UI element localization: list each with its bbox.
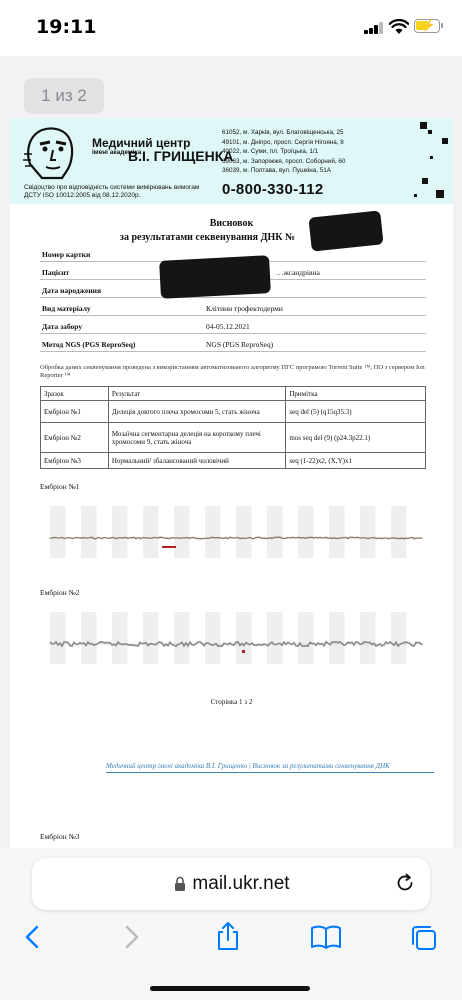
report-subtitle: за результатами секвенування ДНК №	[119, 232, 296, 243]
browser-toolbar	[0, 848, 462, 1000]
letterhead	[10, 118, 453, 204]
reload-icon[interactable]	[394, 872, 416, 894]
tabs-icon[interactable]	[410, 924, 438, 952]
wifi-icon	[389, 19, 409, 35]
embryo-2-label: Ембріон №2	[40, 588, 80, 597]
back-icon[interactable]	[22, 924, 44, 950]
home-indicator	[150, 986, 310, 991]
center-subtitle: імені академіка	[92, 149, 142, 156]
addresses: 61052, м. Харків, вул. Благовіщенська, 25 49101, м. Дніпро, просп. Сергія Нігояна, 8 40022, м. Суми, пл. Троїцька, 1/1 69063, м. Запоріжжя, просп. Соборний, 60 36039, м. Полтава, вул. Пушкіна, 51А	[222, 129, 346, 175]
embryo-1-label: Ембріон №1	[40, 482, 80, 491]
founder-portrait-logo	[22, 124, 82, 180]
battery-icon: ⚡	[414, 19, 440, 33]
results-table	[40, 386, 426, 469]
pdf-page-1	[10, 118, 453, 780]
share-icon[interactable]	[214, 920, 242, 952]
status-bar	[0, 0, 462, 56]
center-name: Медичний центр	[92, 136, 191, 150]
cellular-signal-icon	[364, 22, 384, 34]
info-row-birthdate: Дата народження	[40, 282, 426, 298]
bookmarks-icon[interactable]	[310, 924, 342, 950]
info-row-card: Номер картки	[40, 246, 426, 262]
info-row-date: Дата забору 04-05.12.2021	[40, 318, 426, 334]
hotline-phone: 0-800-330-112	[222, 181, 324, 198]
certificate-text: Свідоцтво про відповідність системи вимірювань вимогам ДСТУ ISO 10012:2005 від 08.12.2020р.	[24, 184, 200, 199]
table-row: Ембріон №1 Делеція довгого плеча хромосоми 5, стать жіноча seq del (5) (q15q35.3)	[41, 401, 426, 423]
embryo-2-cnv-plot	[40, 606, 432, 676]
url-host: mail.ukr.net	[192, 873, 290, 894]
info-row-material: Вид матеріалу Клітини трофектодерми	[40, 300, 426, 316]
table-header-row: Зразок Результат Примітка	[41, 387, 426, 401]
table-row: Ембріон №3 Нормальний/ збалансований чоловічий seq (1-22)x2, (X,Y)x1	[41, 453, 426, 469]
page2-header-rule	[106, 772, 434, 773]
method-paragraph: Обробка даних секвенування проведена з використанням автоматизованого алгоритму ПГС програмою Torrent Suite ™, ПО з сервером Ion Reporter ™	[40, 364, 425, 379]
info-row-method: Метод NGS (PGS ReproSeq) NGS (PGS ReproSeq)	[40, 336, 426, 352]
info-row-patient: Пацієнт …жсандрівна	[40, 264, 426, 280]
table-row: Ембріон №2 Мозаїчна сегментарна делеція на короткому плечі хромосоми 9, стать жіноча mos seq del (9) (p24.3p22.1)	[41, 423, 426, 453]
address-bar[interactable]	[32, 858, 430, 910]
embryo-1-cnv-plot	[40, 500, 432, 570]
report-title: Висновок	[209, 218, 254, 229]
pdf-page-2	[10, 754, 453, 856]
status-time: 19:11	[36, 16, 97, 38]
page2-header: Медичний центр імені академіка В.І. Грищенко | Висновок за результатами секвенування ДНК	[106, 762, 390, 770]
pdf-viewer[interactable]	[0, 56, 462, 856]
forward-icon[interactable]	[120, 924, 142, 950]
embryo-3-label: Ембріон №3	[40, 832, 80, 841]
page-counter: 1 из 2	[24, 78, 104, 114]
center-surname: В.І. ГРИЩЕНКА	[128, 148, 234, 164]
page-footer: Сторінка 1 з 2	[210, 698, 253, 706]
redaction-mark	[159, 255, 271, 299]
